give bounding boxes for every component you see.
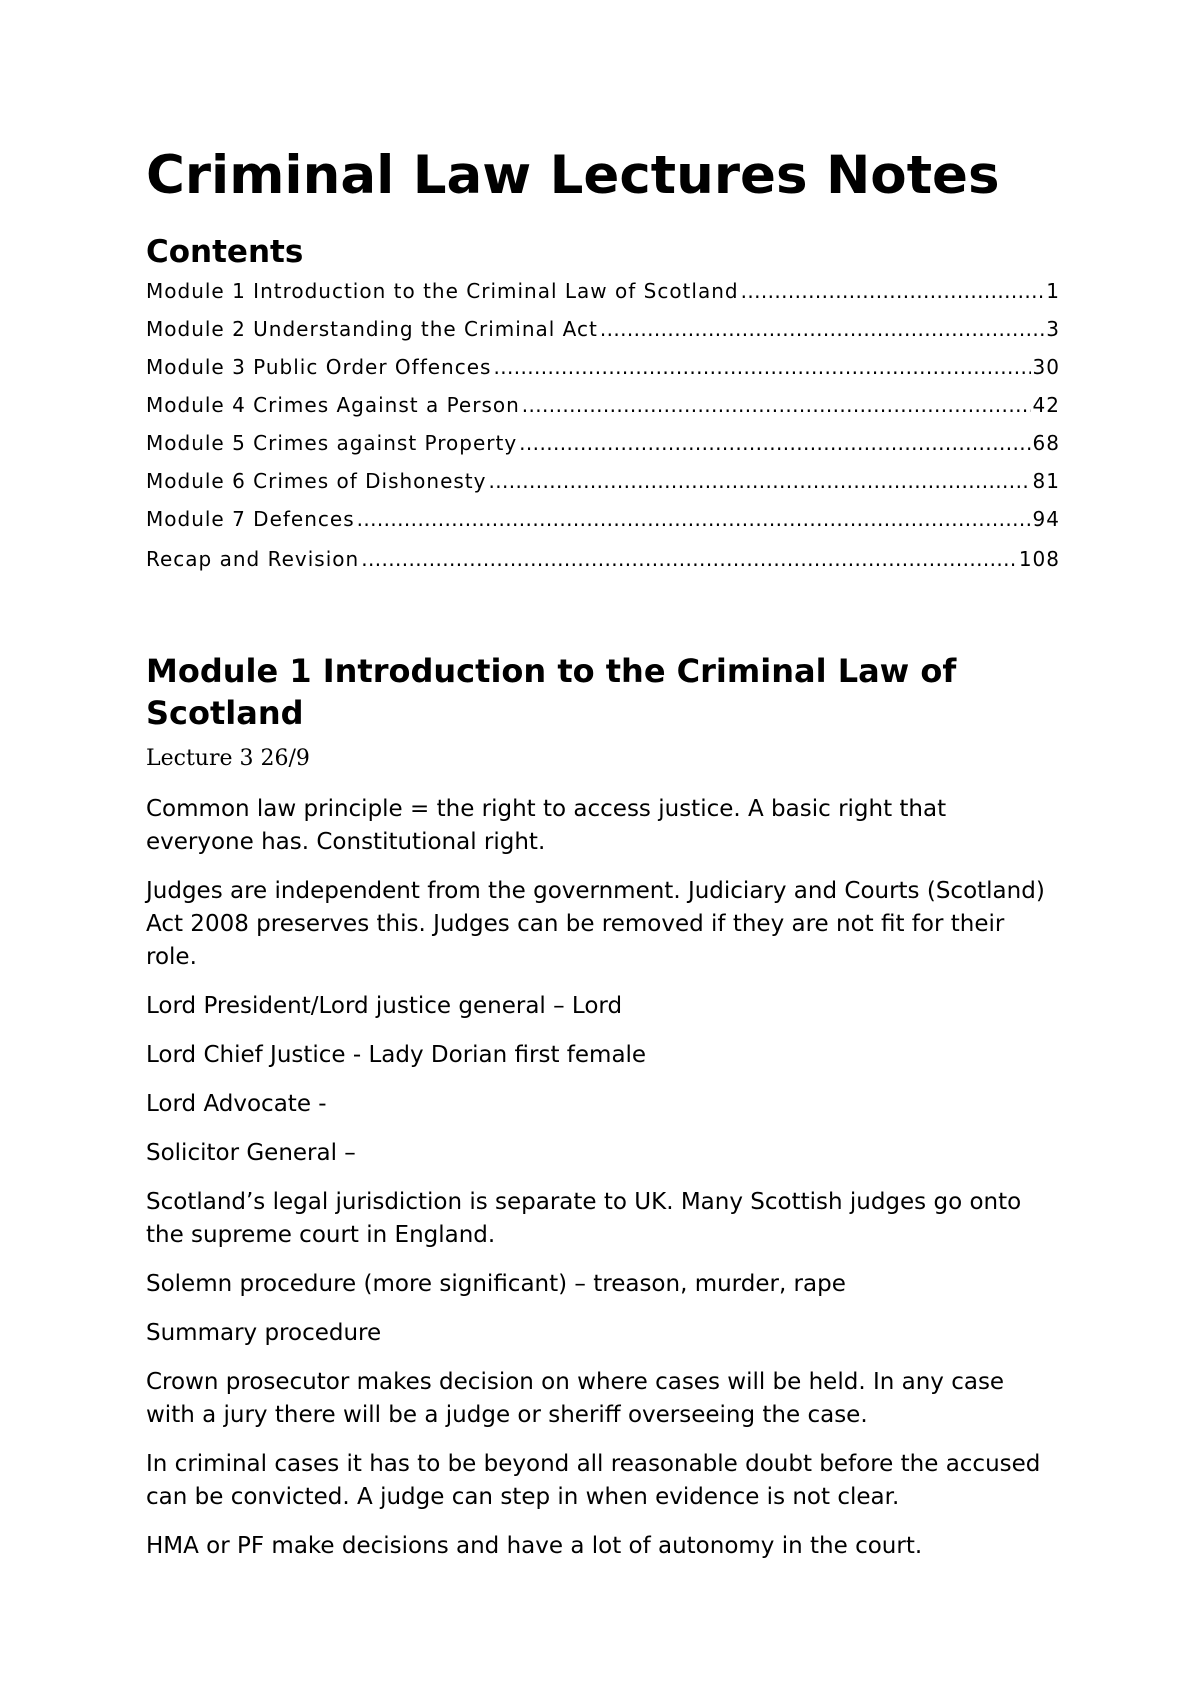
document-title: Criminal Law Lectures Notes — [146, 145, 1000, 206]
body-paragraph: HMA or PF make decisions and have a lot of autonomy in the court. — [146, 1533, 923, 1559]
toc-page-number: 68 — [1032, 431, 1060, 455]
toc-page-number: 108 — [1018, 547, 1060, 571]
toc-page-number: 94 — [1032, 507, 1060, 531]
body-paragraph: Judges are independent from the government. Judiciary and Courts (Scotland) Act 2008 preserves this. Judges can be removed if they are not fit for their role. — [146, 878, 1045, 970]
body-paragraph: In criminal cases it has to be beyond all reasonable doubt before the accused can be convicted. A judge can step in when evidence is not clear. — [146, 1451, 1041, 1510]
toc-dot-leader — [361, 540, 1017, 578]
toc-entry-label: Module 4 Crimes Against a Person — [146, 393, 520, 417]
toc-entry[interactable] — [146, 424, 1060, 462]
section-heading: Module 1 Introduction to the Criminal Law of Scotland — [146, 652, 957, 732]
lecture-label: Lecture 3 26/9 — [146, 746, 310, 771]
toc-entry-label: Module 5 Crimes against Property — [146, 431, 518, 455]
toc-dot-leader — [488, 462, 1030, 500]
toc-dot-leader — [519, 424, 1030, 462]
toc-entry-label: Module 7 Defences — [146, 507, 355, 531]
toc-entry-label: Module 1 Introduction to the Criminal Law of Scotland — [146, 279, 739, 303]
toc-dot-leader — [741, 272, 1045, 310]
body-paragraph: Crown prosecutor makes decision on where cases will be held. In any case with a jury there will be a judge or sheriff overseeing the case. — [146, 1369, 1005, 1428]
body-paragraph: Solemn procedure (more significant) – treason, murder, rape — [146, 1271, 846, 1297]
body-paragraph: Lord Chief Justice - Lady Dorian first female — [146, 1042, 647, 1068]
body-paragraph: Lord President/Lord justice general – Lord — [146, 993, 623, 1019]
toc-dot-leader — [357, 500, 1031, 538]
contents-heading: Contents — [146, 234, 304, 270]
toc-dot-leader — [493, 348, 1030, 386]
body-paragraph: Scotland’s legal jurisdiction is separate to UK. Many Scottish judges go onto the supreme court in England. — [146, 1189, 1022, 1248]
toc-entry-label: Module 2 Understanding the Criminal Act — [146, 317, 598, 341]
toc-page-number: 81 — [1032, 469, 1060, 493]
toc-entry-label: Module 3 Public Order Offences — [146, 355, 492, 379]
toc-entry[interactable] — [146, 348, 1060, 386]
body-paragraph: Solicitor General – — [146, 1140, 356, 1166]
toc-entry[interactable] — [146, 386, 1060, 424]
toc-page-number: 30 — [1032, 355, 1060, 379]
body-paragraph: Summary procedure — [146, 1320, 382, 1346]
toc-dot-leader — [600, 310, 1044, 348]
body-paragraph: Lord Advocate - — [146, 1091, 327, 1117]
toc-entry-label: Module 6 Crimes of Dishonesty — [146, 469, 487, 493]
toc-page-number: 1 — [1046, 279, 1060, 303]
section-body — [146, 747, 1060, 1579]
toc-entry[interactable] — [146, 540, 1060, 578]
table-of-contents — [146, 272, 1060, 578]
toc-entry[interactable] — [146, 272, 1060, 310]
toc-entry[interactable] — [146, 500, 1060, 538]
toc-page-number: 42 — [1032, 393, 1060, 417]
toc-entry[interactable] — [146, 462, 1060, 500]
toc-dot-leader — [522, 386, 1031, 424]
toc-entry[interactable] — [146, 310, 1060, 348]
toc-entry-label: Recap and Revision — [146, 547, 360, 571]
toc-page-number: 3 — [1046, 317, 1060, 341]
body-paragraph: Common law principle = the right to access justice. A basic right that everyone has. Constitutional right. — [146, 796, 947, 855]
